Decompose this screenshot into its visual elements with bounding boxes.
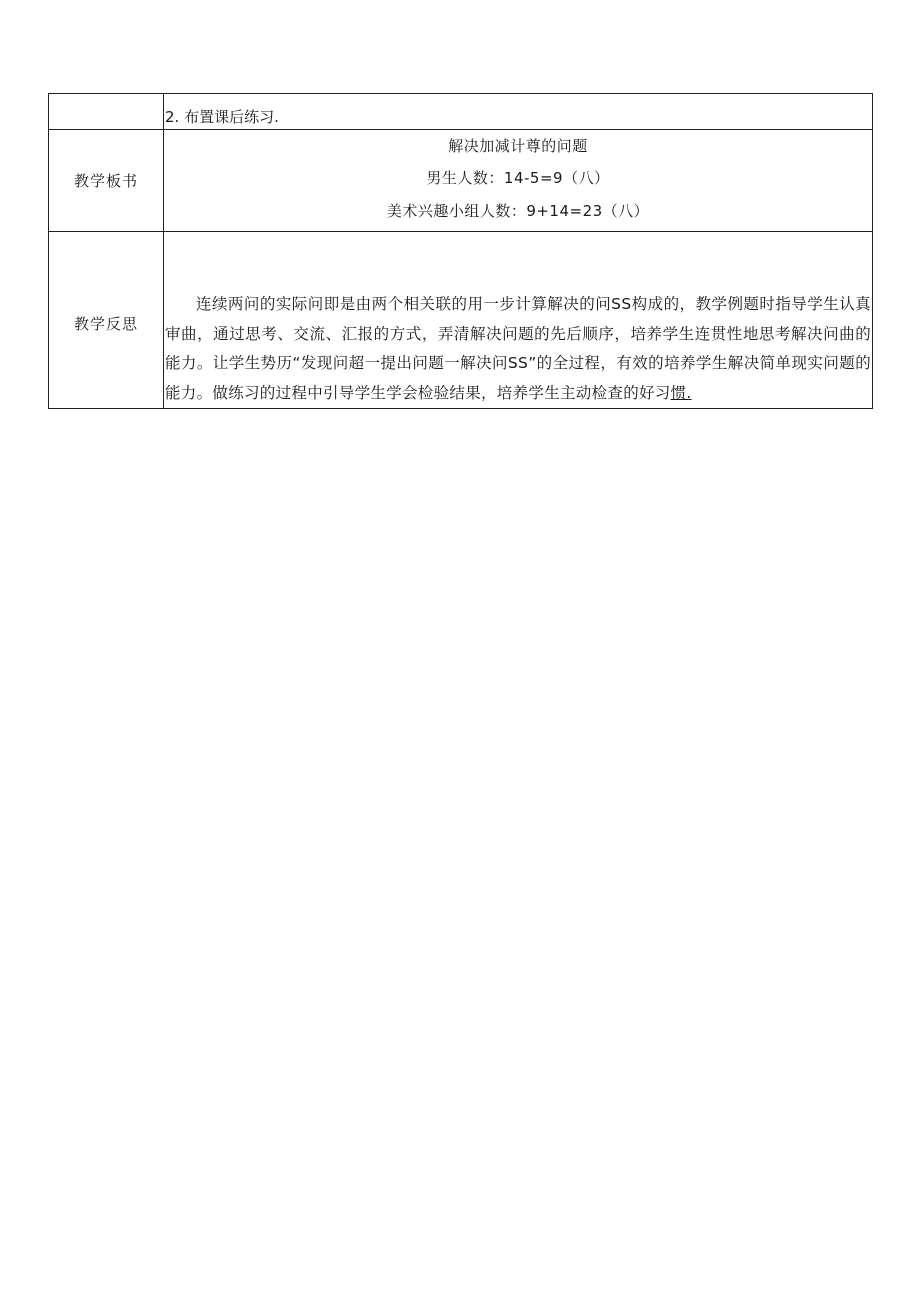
reflection-body: 连续两问的实际问即是由两个相关联的用一步计算解决的问SS构成的，教学例题时指导学生认真审曲，通过思考、交流、汇报的方式，弄清解决问题的先后顺序，培养学生连贯性地思考解决问曲的能力。让学生势历“发现问超一提出问题一解决问SS”的全过程，有效的培养学生解决简单现实问题的能力。做练习的过程中引导学生学会检验结果，培养学生主动检查的好习 xyxy=(165,295,871,402)
lesson-plan-table xyxy=(48,93,873,409)
reflection-end: 惯. xyxy=(670,383,692,402)
blackboard-row xyxy=(49,130,873,232)
reflection-paragraph xyxy=(165,290,871,408)
reflection-row xyxy=(49,232,873,409)
homework-label-cell xyxy=(49,94,164,130)
blackboard-label: 教学板书 xyxy=(49,130,164,232)
board-title: 解决加减计尊的问题 xyxy=(448,136,588,155)
board-line-boys: 男生人数：14-5=9（八） xyxy=(426,168,610,187)
reflection-label: 教学反思 xyxy=(49,232,164,409)
reflection-content xyxy=(164,232,873,409)
blackboard-content xyxy=(164,130,873,232)
homework-content: 2. 布置课后练习. xyxy=(164,94,873,130)
homework-row xyxy=(49,94,873,130)
board-line-art-group: 美术兴趣小组人数：9+14=23（八） xyxy=(386,201,650,220)
